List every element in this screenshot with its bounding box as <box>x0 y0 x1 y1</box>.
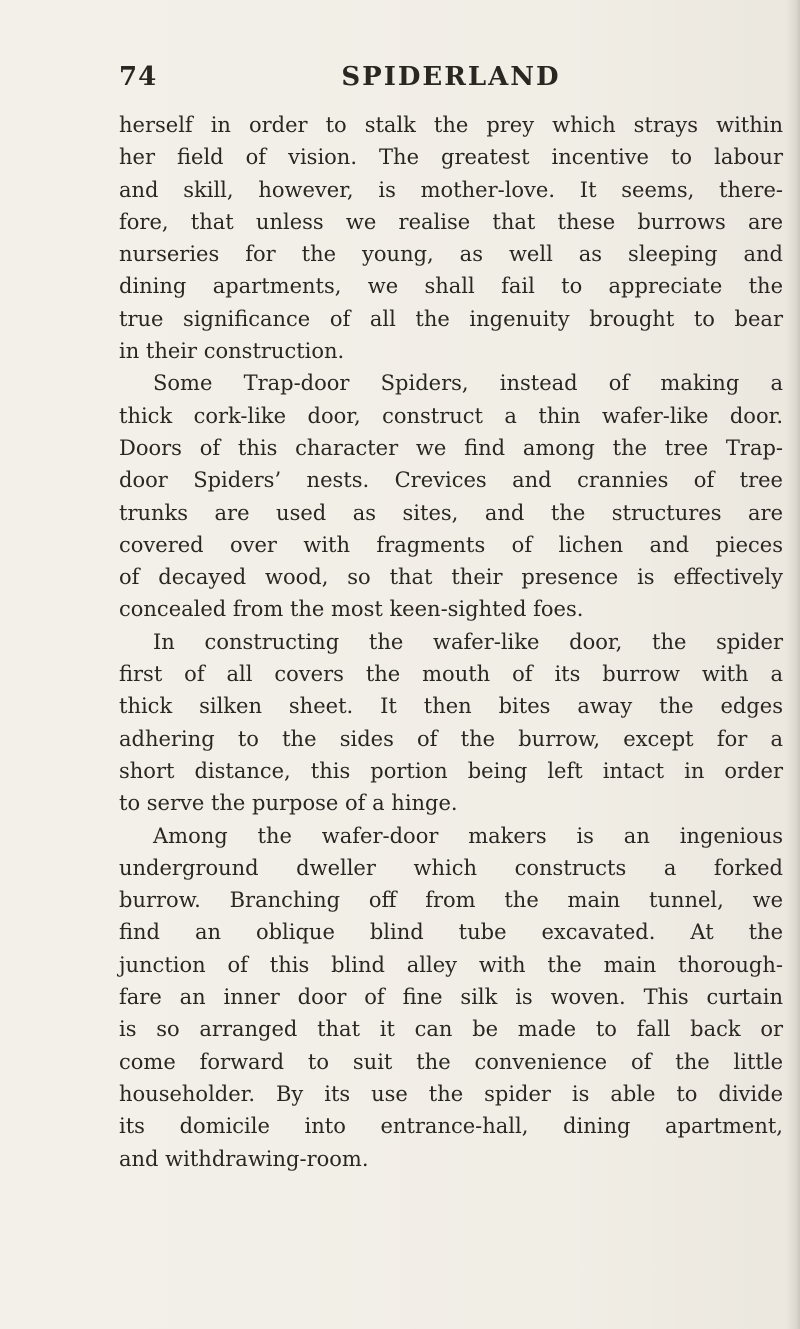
text-line: burrow. Branching off from the main tunnel, we <box>119 888 783 913</box>
text-line: thick cork-like door, construct a thin wafer-like door. <box>119 403 783 428</box>
text-line: is so arranged that it can be made to fall back or <box>119 1017 783 1042</box>
page-number: 74 <box>119 62 158 92</box>
text-line: first of all covers the mouth of its burrow with a <box>119 662 783 687</box>
text-line: fore, that unless we realise that these burrows are <box>119 209 783 234</box>
text-line: herself in order to stalk the prey which strays within <box>119 113 783 137</box>
body-text <box>119 109 783 1175</box>
page-edge-shadow <box>786 0 800 1329</box>
text-line: thick silken sheet. It then bites away the edges <box>119 694 783 719</box>
text-line: Among the wafer-door makers is an ingenious <box>153 823 783 848</box>
text-line: in their construction. <box>119 339 345 364</box>
paragraph-1 <box>119 109 783 367</box>
text-line: find an oblique blind tube excavated. At the <box>119 920 783 945</box>
text-line: and withdrawing-room. <box>119 1146 369 1171</box>
text-line: fare an inner door of fine silk is woven. This curtain <box>119 985 783 1010</box>
text-line: adhering to the sides of the burrow, except for a <box>119 726 783 751</box>
text-line: Doors of this character we find among the tree Trap- <box>119 435 783 460</box>
text-line: junction of this blind alley with the main thorough- <box>119 952 783 977</box>
text-line: covered over with fragments of lichen and pieces <box>119 532 783 557</box>
text-line: door Spiders’ nests. Crevices and crannies of tree <box>119 468 783 493</box>
page-header <box>119 60 783 100</box>
text-line: dining apartments, we shall fail to appreciate the <box>119 274 783 299</box>
paragraph-4 <box>119 820 783 1175</box>
text-line: come forward to suit the convenience of the little <box>119 1049 783 1074</box>
text-line: householder. By its use the spider is able to divide <box>119 1081 783 1106</box>
text-line: trunks are used as sites, and the structures are <box>119 500 783 525</box>
text-line: true significance of all the ingenuity brought to bear <box>119 306 783 331</box>
paragraph-2 <box>119 367 783 625</box>
text-line: In constructing the wafer-like door, the spider <box>153 629 783 654</box>
running-title: SPIDERLAND <box>341 62 561 92</box>
text-line: Some Trap-door Spiders, instead of making a <box>153 371 783 396</box>
text-line: of decayed wood, so that their presence is effectively <box>119 565 783 590</box>
text-line: concealed from the most keen-sighted foes. <box>119 597 584 622</box>
text-line: nurseries for the young, as well as sleeping and <box>119 242 783 267</box>
text-line: short distance, this portion being left intact in order <box>119 758 783 783</box>
text-line: its domicile into entrance-hall, dining apartment, <box>119 1114 783 1139</box>
paragraph-3 <box>119 626 783 820</box>
text-line: underground dweller which constructs a forked <box>119 855 783 880</box>
text-line: and skill, however, is mother-love. It seems, there- <box>119 177 783 202</box>
text-line: to serve the purpose of a hinge. <box>119 791 458 816</box>
text-line: her field of vision. The greatest incentive to labour <box>119 145 783 170</box>
